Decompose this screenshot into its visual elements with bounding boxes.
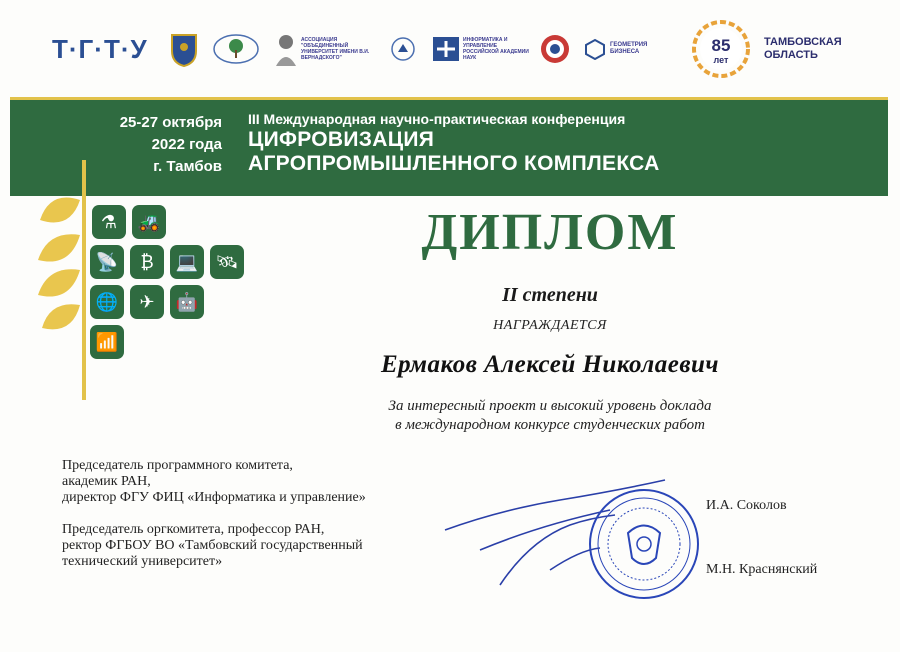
flask-icon: ⚗ xyxy=(92,205,126,239)
association-text: АССОЦИАЦИЯ "ОБЪЕДИНЕННЫЙ УНИВЕРСИТЕТ ИМЕНИ В.И. ВЕРНАДСКОГО" xyxy=(301,37,370,61)
conference-title-line1: ЦИФРОВИЗАЦИЯ xyxy=(248,128,435,151)
geometry-business-logo xyxy=(584,14,658,84)
anniversary-85-logo xyxy=(690,14,752,84)
university-emblem-icon xyxy=(390,14,416,84)
diploma-title: ДИПЛОМ xyxy=(421,204,679,261)
year-line: 2022 года xyxy=(151,136,222,153)
official-stamp-icon xyxy=(588,488,700,600)
signatory-1-title xyxy=(62,458,366,506)
signatory-2-name: М.Н. Краснянский xyxy=(706,562,818,577)
awarded-label: НАГРАЖДАЕТСЯ xyxy=(493,318,607,333)
conference-title-line2: АГРОПРОМЫШЛЕННОГО КОМПЛЕКСА xyxy=(248,152,660,175)
conference-subtitle: III Международная научно-практическая конференция xyxy=(248,111,626,127)
informatics-emblem-icon xyxy=(433,37,459,61)
reason-line: За интересный проект и высокий уровень доклада xyxy=(388,398,712,414)
association-logo xyxy=(275,14,381,84)
signatory-line: Председатель программного комитета, xyxy=(62,458,293,473)
round-emblem-icon xyxy=(540,14,570,84)
laptop-icon: 💻 xyxy=(170,245,204,279)
wifi-icon: 📶 xyxy=(90,325,124,359)
tgtu-logo: Т·Г·Т·У xyxy=(52,33,148,64)
vernadsky-portrait-icon xyxy=(275,32,297,66)
drone-icon: ✈ xyxy=(130,285,164,319)
antenna-icon: 📡 xyxy=(90,245,124,279)
conference-heading xyxy=(248,110,660,176)
oak-logo-icon xyxy=(212,14,260,84)
informatics-logo xyxy=(433,14,531,84)
anniversary-word: лет xyxy=(713,55,729,65)
dates-line: 25-27 октября xyxy=(119,114,222,131)
anniversary-number: 85 xyxy=(711,36,731,55)
award-reason xyxy=(300,397,800,435)
robot-icon: 🤖 xyxy=(170,285,204,319)
signatory-line: ректор ФГБОУ ВО «Тамбовский государственный xyxy=(62,538,363,553)
signatory-line: директор ФГУ ФИЦ «Информатика и управление» xyxy=(62,490,366,505)
logo-strip xyxy=(40,14,870,84)
technology-icons xyxy=(86,203,252,363)
signatory-1-name: И.А. Соколов xyxy=(706,498,787,513)
satellite-icon: 🛰 xyxy=(210,245,244,279)
recipient-name: Ермаков Алексей Николаевич xyxy=(380,351,720,378)
signatory-line: Председатель оргкомитета, профессор РАН, xyxy=(62,522,325,537)
informatics-text: ИНФОРМАТИКА И УПРАВЛЕНИЕ РОССИЙСКОЙ АКАДЕМИИ НАУК xyxy=(463,37,529,61)
bitcoin-icon: ₿ xyxy=(130,245,164,279)
signatory-line: технический университет» xyxy=(62,554,223,569)
geometry-text: ГЕОМЕТРИЯ БИЗНЕСА xyxy=(610,42,648,55)
city-line: г. Тамбов xyxy=(153,158,222,175)
tractor-icon: 🚜 xyxy=(132,205,166,239)
diploma-degree: II степени xyxy=(502,284,598,306)
geometry-cube-icon xyxy=(584,38,606,60)
signatory-2-title xyxy=(62,522,363,570)
signatory-line: академик РАН, xyxy=(62,474,151,489)
globe-icon: 🌐 xyxy=(90,285,124,319)
conference-banner xyxy=(10,97,888,196)
tambov-crest-icon xyxy=(170,14,198,84)
region-name: ТАМБОВСКАЯ ОБЛАСТЬ xyxy=(764,36,842,61)
reason-line: в международном конкурсе студенческих работ xyxy=(395,417,705,433)
